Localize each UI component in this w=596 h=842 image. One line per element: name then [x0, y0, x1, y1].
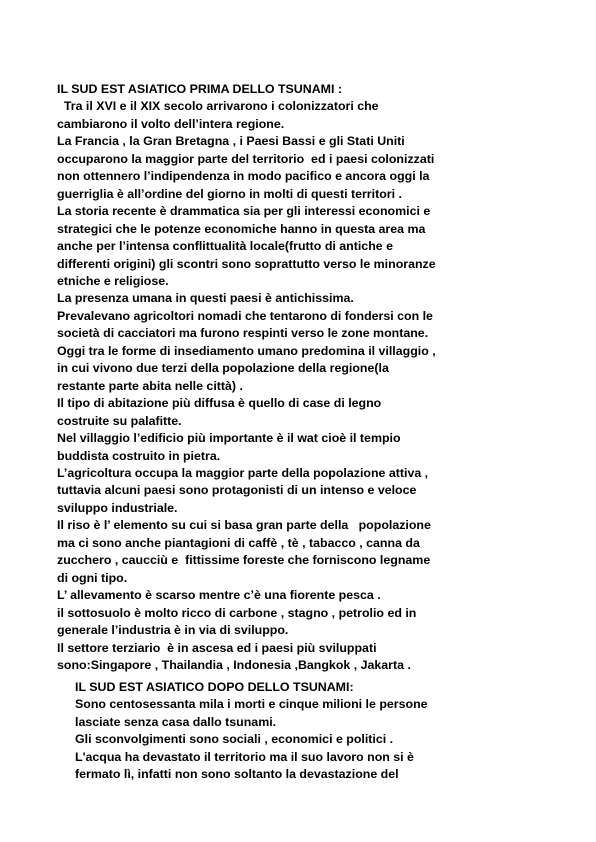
- section-after-tsunami: [75, 679, 555, 784]
- paragraph-line: Il tipo di abitazione più diffusa è quello di case di legno: [57, 396, 382, 411]
- section-before-tsunami: [57, 81, 557, 674]
- paragraph-line: Gli sconvolgimenti sono sociali , economici e politici .: [75, 732, 394, 747]
- paragraph-line: La Francia , la Gran Bretagna , i Paesi Bassi e gli Stati Uniti: [57, 134, 405, 149]
- paragraph-line: non ottennero l’indipendenza in modo pacifico e ancora oggi la: [57, 169, 430, 184]
- paragraph-line: Sono centosessanta mila i morti e cinque milioni le persone: [75, 697, 428, 712]
- paragraph-line: etniche e religiose.: [57, 273, 169, 288]
- paragraph-line: Il settore terziario è in ascesa ed i paesi più sviluppati: [57, 640, 377, 655]
- paragraph-line: L'acqua ha devastato il territorio ma il suo lavoro non si è: [75, 749, 414, 764]
- paragraph-line: Il riso è l’ elemento su cui si basa gran parte della popolazione: [57, 518, 431, 533]
- paragraph-line: sviluppo industriale.: [57, 500, 178, 515]
- paragraph-line: sono:Singapore , Thailandia , Indonesia ,Bangkok , Jakarta .: [57, 657, 411, 672]
- section-heading-before: IL SUD EST ASIATICO PRIMA DELLO TSUNAMI :: [57, 82, 342, 96]
- paragraph-line: generale l’industria è in via di sviluppo.: [57, 623, 289, 638]
- paragraph-line: differenti origini) gli scontri sono soprattutto verso le minoranze: [57, 256, 436, 271]
- paragraph-line: in cui vivono due terzi della popolazione della regione(la: [57, 361, 389, 376]
- paragraph-line: di ogni tipo.: [57, 570, 128, 585]
- paragraph-line: cambiarono il volto dell’intera regione.: [57, 116, 285, 131]
- paragraph-line: L’ allevamento è scarso mentre c’è una fiorente pesca .: [57, 588, 381, 603]
- paragraph-line: La storia recente è drammatica sia per gli interessi economici e: [57, 204, 431, 219]
- paragraph-line: La presenza umana in questi paesi è antichissima.: [57, 291, 354, 306]
- paragraph-line: occuparono la maggior parte del territorio ed i paesi colonizzati: [57, 151, 435, 166]
- paragraph-line: Tra il XVI e il XIX secolo arrivarono i colonizzatori che: [57, 99, 379, 114]
- paragraph-line: guerriglia è all’ordine del giorno in molti di questi territori .: [57, 186, 402, 201]
- paragraph-line: restante parte abita nelle città) .: [57, 378, 243, 393]
- paragraph-line: il sottosuolo è molto ricco di carbone , stagno , petrolio ed in: [57, 605, 417, 620]
- paragraph-line: strategici che le potenze economiche hanno in questa area ma: [57, 221, 426, 236]
- paragraph-line: Prevalevano agricoltori nomadi che tentarono di fondersi con le: [57, 308, 433, 323]
- paragraph-line: Oggi tra le forme di insediamento umano predomina il villaggio ,: [57, 343, 436, 358]
- paragraph-line: tuttavia alcuni paesi sono protagonisti di un intenso e veloce: [57, 483, 417, 498]
- paragraph-line: fermato lì, infatti non sono soltanto la devastazione del: [75, 767, 399, 782]
- paragraph-line: Nel villaggio l’edificio più importante è il wat cioè il tempio: [57, 431, 401, 446]
- paragraph-line: L’agricoltura occupa la maggior parte della popolazione attiva ,: [57, 465, 429, 480]
- paragraph-line: lasciate senza casa dallo tsunami.: [75, 714, 277, 729]
- paragraph-line: buddista costruito in pietra.: [57, 448, 221, 463]
- section-heading-after: IL SUD EST ASIATICO DOPO DELLO TSUNAMI:: [75, 680, 354, 694]
- paragraph-line: anche per l’intensa conflittualità locale(frutto di antiche e: [57, 239, 393, 254]
- paragraph-line: società di cacciatori ma furono respinti verso le zone montane.: [57, 326, 429, 341]
- paragraph-line: zucchero , caucciù e fittissime foreste che forniscono legname: [57, 553, 431, 568]
- paragraph-line: costruite su palafitte.: [57, 413, 182, 428]
- paragraph-line: ma ci sono anche piantagioni di caffè , tè , tabacco , canna da: [57, 535, 420, 550]
